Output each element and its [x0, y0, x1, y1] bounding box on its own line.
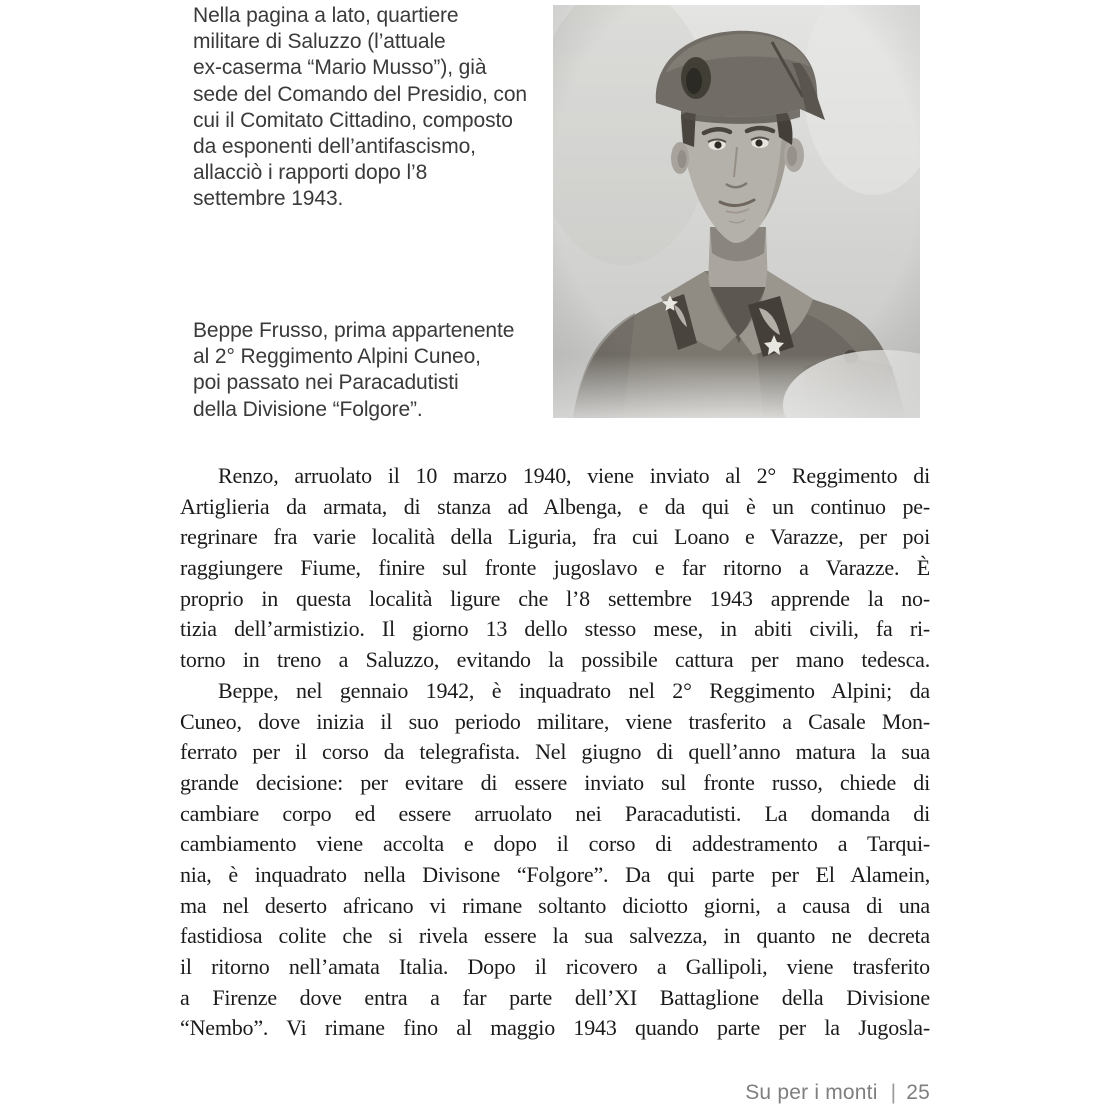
text-line: poi passato nei Paracadutisti — [193, 371, 459, 395]
text-line: Cuneo, dove inizia il suo periodo militare, viene trasferito a Casale Mon- — [180, 708, 930, 734]
text-line: torno in treno a Saluzzo, evitando la possibile cattura per mano tedesca. — [180, 647, 930, 673]
page-footer — [180, 1081, 930, 1105]
text-line: da esponenti dell’antifascismo, — [193, 135, 476, 159]
text-line: Artiglieria da armata, di stanza ad Albenga, e da qui è un continuo pe- — [180, 493, 930, 519]
text-line: Nella pagina a lato, quartiere — [193, 4, 459, 27]
text-line: cui il Comitato Cittadino, composto — [193, 108, 513, 132]
portrait-photo — [553, 5, 920, 418]
text-line: al 2° Reggimento Alpini Cuneo, — [193, 345, 481, 369]
text-line: “Nembo”. Vi rimane fino al maggio 1943 quando parte per la Jugosla- — [180, 1015, 930, 1041]
text-line: a Firenze dove entra a far parte dell’XI Battaglione della Divisione — [180, 984, 930, 1010]
text-line: cambiare corpo ed essere arruolato nei Paracadutisti. La domanda di — [180, 800, 930, 826]
body-text — [180, 461, 930, 1044]
text-line: tizia dell’armistizio. Il giorno 13 dello stesso mese, in abiti civili, fa ri- — [180, 616, 930, 642]
footer-separator: | — [890, 1081, 897, 1104]
running-title: Su per i monti — [745, 1081, 878, 1104]
page-number: 25 — [906, 1081, 930, 1104]
text-line: raggiungere Fiume, finire sul fronte jugoslavo e far ritorno a Varazze. È — [180, 555, 930, 581]
portrait-photo-image — [553, 5, 920, 418]
text-line: sede del Comando del Presidio, con — [193, 82, 527, 106]
text-line: cambiamento viene accolta e dopo il corso di addestramento a Tarqui- — [180, 831, 930, 857]
text-line: militare di Saluzzo (l’attuale — [193, 30, 446, 54]
text-line: Beppe, nel gennaio 1942, è inquadrato nel 2° Reggimento Alpini; da — [218, 677, 930, 703]
text-line: nia, è inquadrato nella Divisone “Folgore”. Da qui parte per El Alamein, — [180, 861, 930, 887]
text-line: regrinare fra varie località della Liguria, fra cui Loano e Varazze, per poi — [180, 524, 930, 550]
caption-opposite-page — [193, 3, 545, 213]
text-line: della Divisione “Folgore”. — [193, 397, 423, 421]
text-line: ma nel deserto africano vi rimane soltanto diciotto giorni, a causa di una — [180, 892, 930, 918]
paragraph-renzo — [180, 461, 930, 676]
text-line: proprio in questa località ligure che l’8 settembre 1943 apprende la no- — [180, 585, 930, 611]
caption-portrait — [193, 318, 545, 423]
text-line: settembre 1943. — [193, 187, 344, 211]
text-line: ferrato per il corso da telegrafista. Nel giugno di quell’anno matura la sua — [180, 739, 930, 765]
text-line: ex-caserma “Mario Musso”), già — [193, 56, 487, 80]
text-line: Beppe Frusso, prima appartenente — [193, 319, 515, 342]
text-line: fastidiosa colite che si rivela essere la sua salvezza, in quanto ne decreta — [180, 923, 930, 949]
text-line: Renzo, arruolato il 10 marzo 1940, viene inviato al 2° Reggimento di — [218, 463, 930, 488]
text-line: il ritorno nell’amata Italia. Dopo il ricovero a Gallipoli, viene trasferito — [180, 954, 930, 979]
paragraph-beppe — [180, 676, 930, 1044]
text-line: grande decisione: per evitare di essere inviato sul fronte russo, chiede di — [180, 769, 930, 795]
text-line: allacciò i rapporti dopo l’8 — [193, 161, 428, 185]
